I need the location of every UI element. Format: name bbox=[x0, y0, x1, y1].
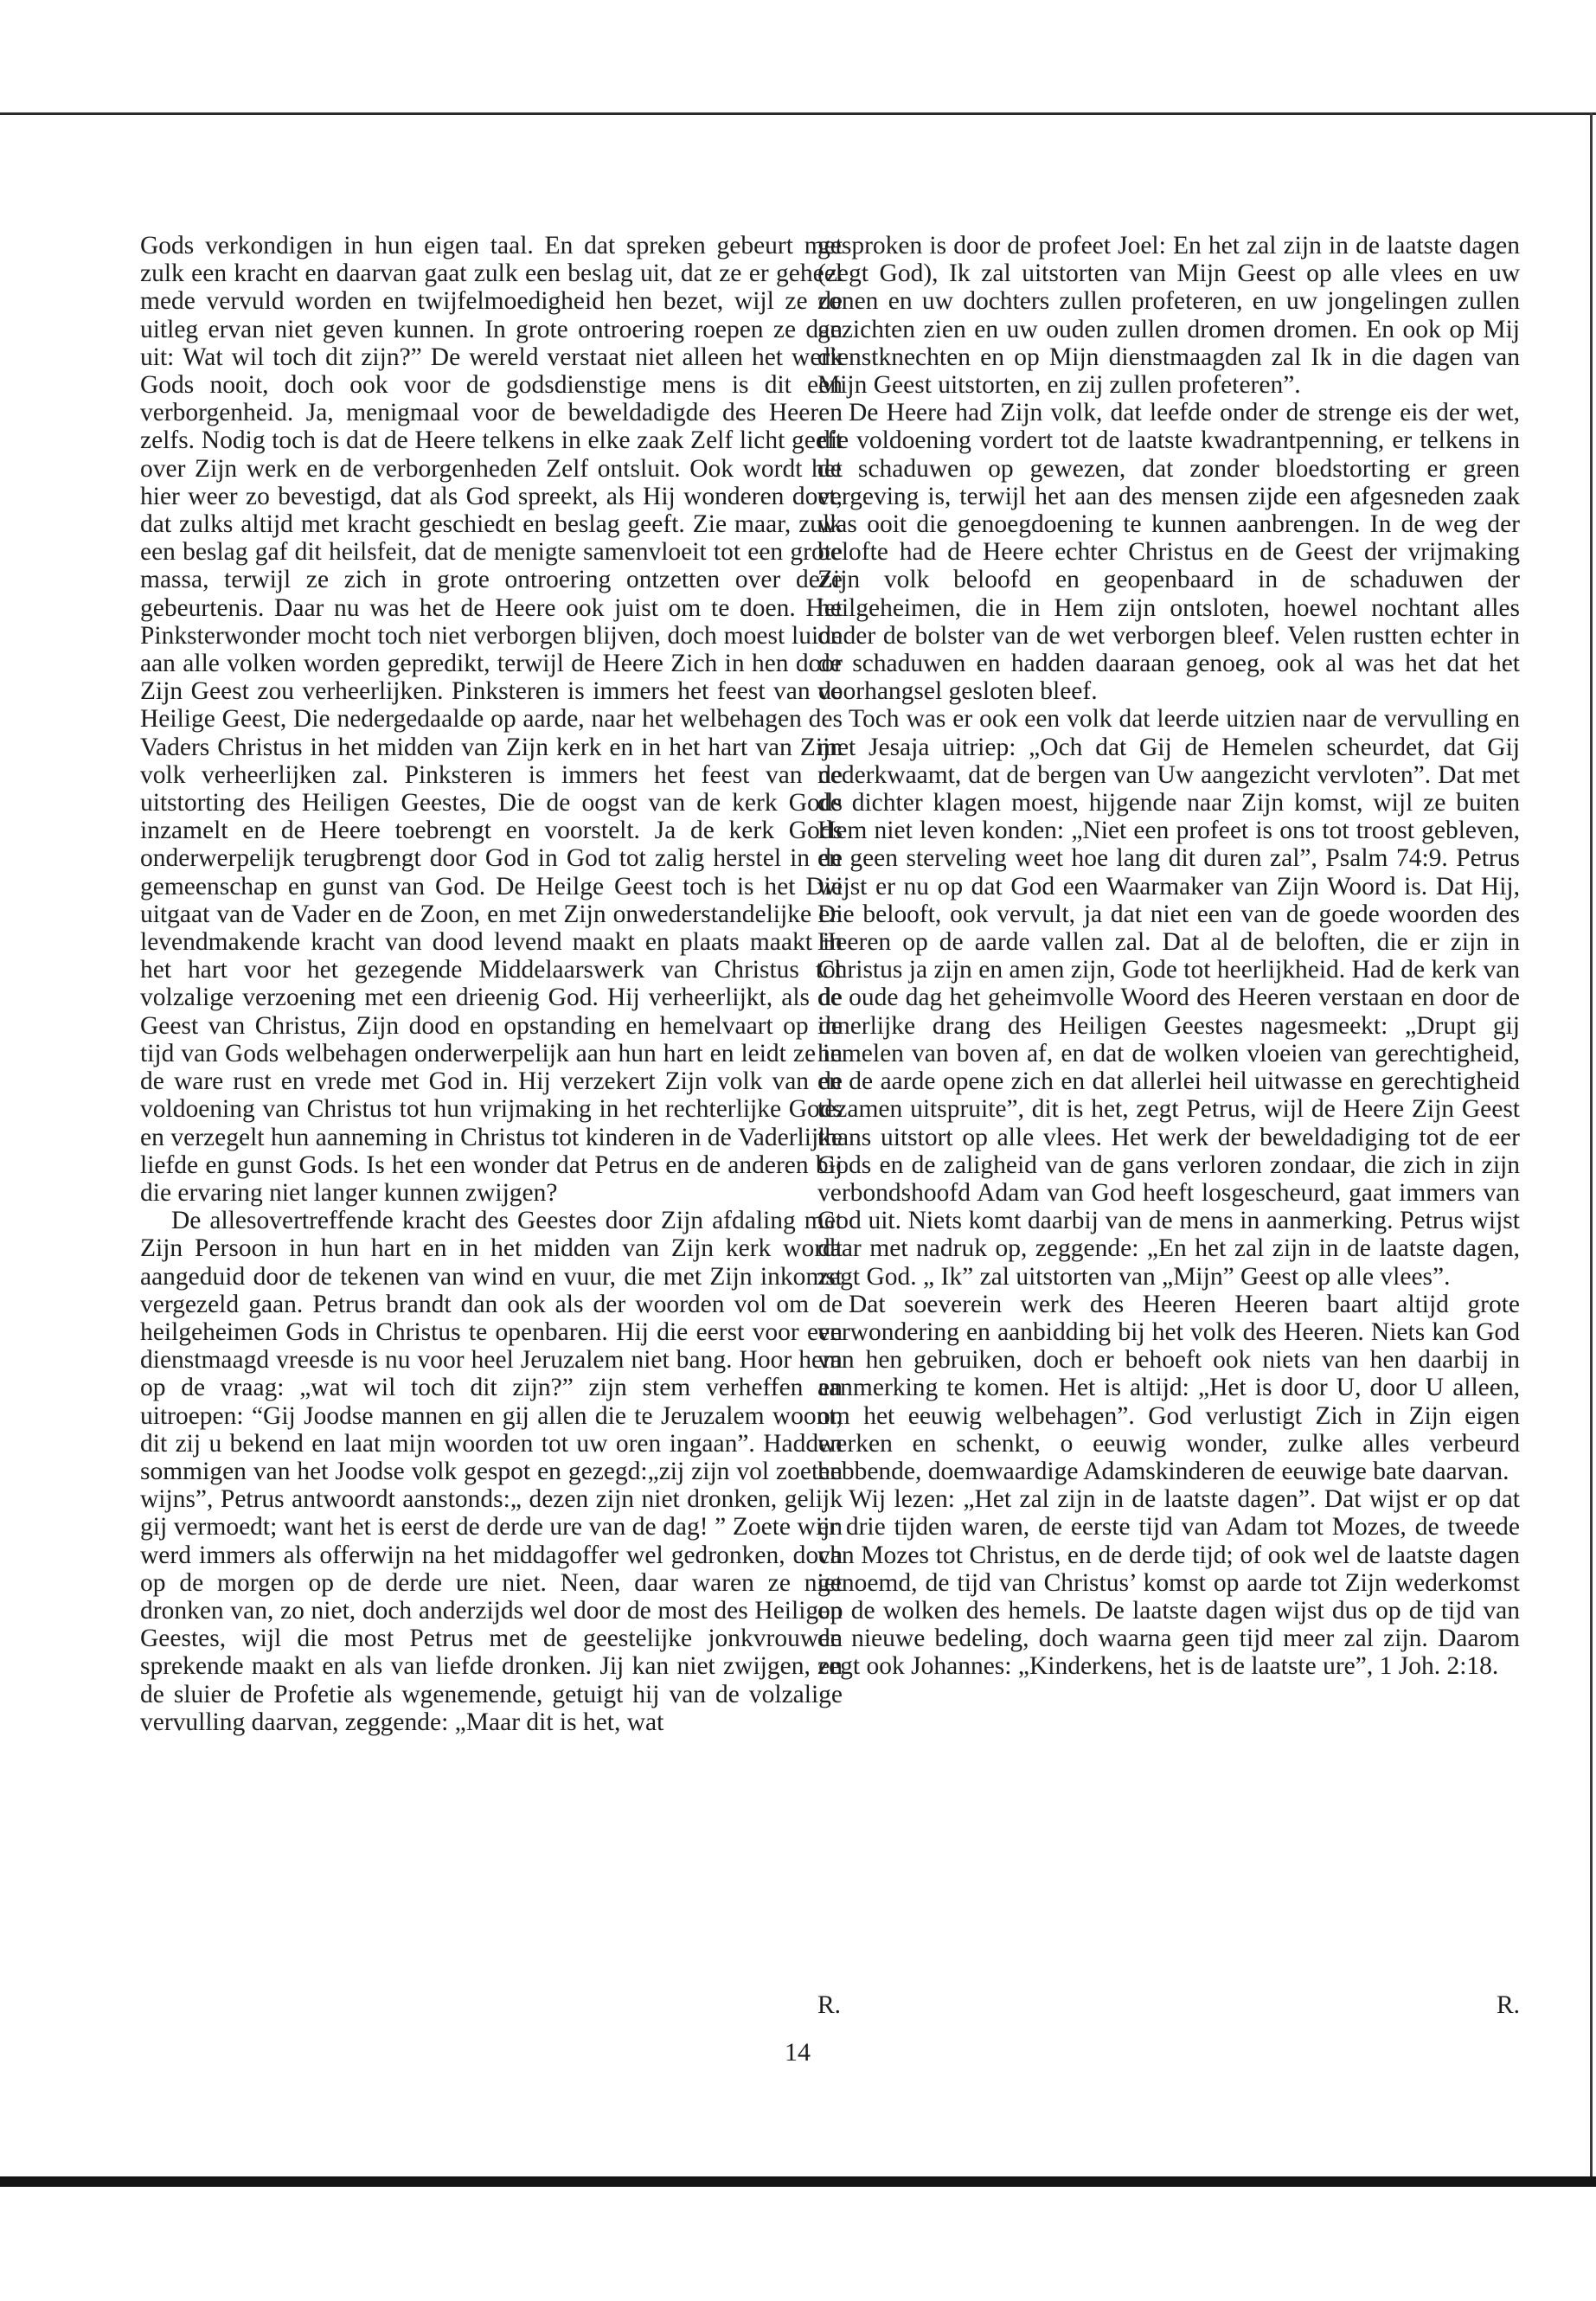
author-signature bbox=[817, 1991, 1520, 2021]
signature-initial-right: R. bbox=[1496, 1991, 1520, 2019]
right-column bbox=[817, 232, 1520, 2007]
right-paragraph-1: gesproken is door de profeet Joel: En het zal zijn in de laatste dagen (zegt God), Ik zal uitstorten van Mijn Geest op alle vlees en uw zonen en uw dochters zullen profeteren, en uw jongelingen zullen gezichten zien en uw ouden zullen dromen dromen. En ook op Mij dienstknechten en op Mijn dienstmaagden zal Ik in die dagen van Mijn Geest uitstorten, en zij zullen profeteren”. bbox=[817, 232, 1520, 400]
right-paragraph-2: De Heere had Zijn volk, dat leefde onder de strenge eis der wet, die voldoening vordert tot de laatste kwadrantpenning, er telkens in de schaduwen op gewezen, dat zonder bloedstorting er green vergeving is, terwijl het aan des mensen zijde een afgesneden zaak was ooit die genoegdoening te kunnen aanbrengen. In de weg der belofte had de Heere echter Christus en de Geest der vrijmaking Zijn volk beloofd en geopenbaard in de schaduwen der heilgeheimen, die in Hem zijn ontsloten, hoewel nochtant alles onder de bolster van de wet verborgen bleef. Velen rustten echter in de schaduwen en hadden daaraan genoeg, ook al was het dat het voorhangsel gesloten bleef. bbox=[817, 399, 1520, 706]
right-paragraph-5: Wij lezen: „Het zal zijn in de laatste dagen”. Dat wijst er op dat er drie tijden waren, de eerste tijd van Adam tot Mozes, de tweede van Mozes tot Christus, en de derde tijd; of ook wel de laatste dagen genoemd, de tijd van Christus’ komst op aarde tot Zijn wederkomst op de wolken des hemels. De laatste dagen wijst dus op de tijd van de nieuwe bedeling, doch waarna geen tijd meer zal zijn. Daarom zegt ook Johannes: „Kinderkens, het is de laatste ure”, 1 Joh. 2:18. bbox=[817, 1485, 1520, 1681]
scan-top-edge bbox=[0, 112, 1596, 115]
signature-initial-left: R. bbox=[817, 1991, 842, 2019]
left-paragraph-1: Gods verkondigen in hun eigen taal. En dat spreken gebeurt met zulk een kracht en daarvan gaat zulk een beslag uit, dat ze er geheel mede vervuld worden en twijfelmoedigheid hen bezet, wijl ze de uitleg ervan niet geven kunnen. In grote ontroering roepen ze dan uit: Wat wil toch dit zijn?” De wereld verstaat niet alleen het werk Gods nooit, doch ook voor de godsdienstige mens is dit een verborgenheid. Ja, menigmaal voor de beweldadigde des Heeren zelfs. Nodig toch is dat de Heere telkens in elke zaak Zelf licht geeft over Zijn werk en de verborgenheden Zelf ontsluit. Ook wordt het hier weer zo bevestigd, dat als God spreekt, als Hij wonderen doet, dat zulks altijd met kracht geschiedt en beslag geeft. Zie maar, zulk een beslag gaf dit heilsfeit, dat de menigte samenvloeit tot een grote massa, terwijl ze zich in grote ontroering ontzetten over deze gebeurtenis. Daar nu was het de Heere ook juist om te doen. Het Pinksterwonder mocht toch niet verborgen blijven, doch moest luide aan alle volken worden gepredikt, terwijl de Heere Zich in hen door Zijn Geest zou verheerlijken. Pinksteren is immers het feest van de Heilige Geest, Die nedergedaalde op aarde, naar het welbehagen des Vaders Christus in het midden van Zijn kerk en in het hart van Zijn volk verheerlijken zal. Pinksteren is immers het feest van de uitstorting des Heiligen Geestes, Die de oogst van de kerk Gods inzamelt en de Heere toebrengt en voorstelt. Ja de kerk Gods onderwerpelijk terugbrengt door God in God tot zalig herstel in de gemeenschap en gunst van God. De Heilge Geest toch is het Die uitgaat van de Vader en de Zoon, en met Zijn onwederstandelijke en levendmakende kracht van dood levend maakt en plaats maakt in het hart voor het gezegende Middelaarswerk van Christus tot volzalige verzoening met een drieenig God. Hij verheerlijkt, als de Geest van Christus, Zijn dood en opstanding en hemelvaart op de tijd van Gods welbehagen onderwerpelijk aan hun hart en leidt ze in de ware rust en vrede met God in. Hij verzekert Zijn volk van de voldoening van Christus tot hun vrijmaking in het rechterlijke Gods en verzegelt hun aanneming in Christus tot kinderen in de Vaderlijke liefde en gunst Gods. Is het een wonder dat Petrus en de anderen bij die ervaring niet langer kunnen zwijgen? bbox=[140, 232, 843, 1207]
page-number: 14 bbox=[785, 2038, 811, 2067]
left-column bbox=[140, 232, 843, 2007]
scan-bottom-edge bbox=[0, 2176, 1596, 2187]
scan-right-edge bbox=[1590, 112, 1593, 2180]
left-paragraph-2: De allesovertreffende kracht des Geestes door Zijn afdaling met Zijn Persoon in hun hart en in het midden van Zijn kerk wordt aangeduid door de tekenen van wind en vuur, die met Zijn inkomst vergezeld gaan. Petrus brandt dan ook als der woorden vol om de heilgeheimen Gods in Christus te openbaren. Hij die eerst voor een dienstmaagd vreesde is nu voor heel Jeruzalem niet bang. Hoor hem op de vraag: „wat wil toch dit zijn?” zijn stem verheffen en uitroepen: “Gij Joodse mannen en gij allen die te Jeruzalem woont, dit zij u bekend en laat mijn woorden tot uw oren ingaan”. Hadden sommigen van het Joodse volk gespot en gezegd:„zij zijn vol zoeten wijns”, Petrus antwoordt aanstonds:„ dezen zijn niet dronken, gelijk gij vermoedt; want het is eerst de derde ure van de dag! ” Zoete wijn werd immers als offerwijn na het middagoffer wel gedronken, doch op de morgen op de derde ure niet. Neen, daar waren ze niet dronken van, zo niet, doch anderzijds wel door de most des Heiligen Geestes, wijl die most Petrus met de geestelijke jonkvrouwen sprekende maakt en als van liefde dronken. Jij kan niet zwijgen, en de sluier de Profetie als wgenemende, getuigt hij van de volzalige vervulling daarvan, zeggende: „Maar dit is het, wat bbox=[140, 1207, 843, 1736]
right-paragraph-3: Toch was er ook een volk dat leerde uitzien naar de vervulling en met Jesaja uitriep: „Och dat Gij de Hemelen scheurdet, dat Gij nederkwaamt, dat de bergen van Uw aangezicht vervloten”. Dat met de dichter klagen moest, hijgende naar Zijn komst, wijl ze buiten Hem niet leven konden: „Niet een profeet is ons tot troost gebleven, en geen sterveling weet hoe lang dit duren zal”, Psalm 74:9. Petrus wijst er nu op dat God een Waarmaker van Zijn Woord is. Dat Hij, Die belooft, ook vervult, ja dat niet een van de goede woorden des Heeren op de aarde vallen zal. Dat al de beloften, die er zijn in Christus ja zijn en amen zijn, Gode tot heerlijkheid. Had de kerk van de oude dag het geheimvolle Woord des Heeren verstaan en door de innerlijke drang des Heiligen Geestes nagesmeekt: „Drupt gij hemelen van boven af, en dat de wolken vloeien van gerechtigheid, en de aarde opene zich en dat allerlei heil uitwasse en gerechtigheid tezamen uitspruite”, dit is het, zegt Petrus, wijl de Heere Zijn Geest thans uitstort op alle vlees. Het werk der beweldadiging tot de eer Gods en de zaligheid van de gans verloren zondaar, die zich in zijn verbondshoofd Adam van God heeft losgescheurd, gaat immers van God uit. Niets komt daarbij van de mens in aanmerking. Petrus wijst daar met nadruk op, zeggende: „En het zal zijn in de laatste dagen, zegt God. „ Ik” zal uitstorten van „Mijn” Geest op alle vlees”. bbox=[817, 705, 1520, 1291]
right-paragraph-4: Dat soeverein werk des Heeren Heeren baart altijd grote verwondering en aanbidding bij het volk des Heeren. Niets kan God van hen gebruiken, doch er behoeft ook niets van hen daarbij in aanmerking te komen. Het is altijd: „Het is door U, door U alleen, om het eeuwig welbehagen”. God verlustigt Zich in Zijn eigen werken en schenkt, o eeuwig wonder, zulke alles verbeurd hebbende, doemwaardige Adamskinderen de eeuwige bate daarvan. bbox=[817, 1290, 1520, 1485]
